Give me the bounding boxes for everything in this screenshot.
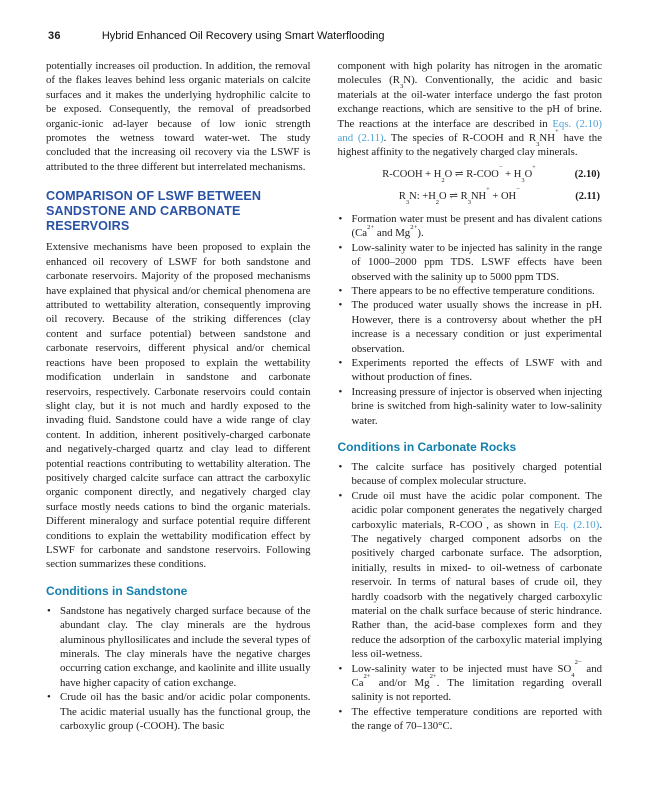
subscript: 3	[405, 198, 410, 206]
bullet-item: • Sandstone has negatively charged surface because of the abundant clay. The clay minerals are the hydrous aluminous phyllosilicates and include the several types of minerals. The clay minerals have the negative charges occurring cation exchange, and kaolinite and illite usually have higher capacity of cation exchange.	[46, 604, 311, 690]
running-title: Hybrid Enhanced Oil Recovery using Smart Waterflooding	[101, 30, 385, 42]
equation-reference-link[interactable]: Eq. (2.10)	[553, 518, 600, 531]
subscript: 4	[571, 671, 575, 679]
bullet-item: • Low-salinity water to be injected has salinity in the range of 1000–2000 ppm TDS. LSWF effects have been observed with the salinity up to 5000 ppm TDS.	[338, 241, 603, 284]
bullet-list	[46, 604, 311, 734]
bullet-list	[338, 212, 603, 428]
subsection-heading: Conditions in Carbonate Rocks	[337, 439, 517, 454]
superscript: −	[482, 515, 487, 523]
subscript: 3	[467, 198, 471, 206]
bullet-item: • Crude oil must have the acidic polar component. The acidic polar component generates the negatively charged carboxylic materials, R-COO−, as shown in Eq. (2.10). The negatively charged component adsorbs on the positively charged carbonate surface. The adsorption, initially, results in mixed- to oil-wetness of carbonate reservoir. In terms of natural bases of crude oil, they hardly coadsorb with the negatively charged carboxylic material on the chalk surface because of steric hindrance. Rather than, the acid-base complexes form and they reduce the adsorption of the carboxylic material implying less oil-wetness.	[338, 489, 603, 662]
left-column	[46, 59, 311, 734]
bullet-list	[338, 460, 603, 734]
equation-body: R-COOH + $H_2O$ ⇌ $R-COO^- + H_3O^+$	[382, 164, 536, 184]
superscript: 2−	[574, 659, 582, 667]
equation-body: $R_3N$: $+H_2O$ ⇌ $R_3NH^+ + OH^-$	[398, 186, 520, 206]
subscript: 3	[536, 140, 540, 148]
subscript: 2	[435, 198, 440, 206]
bullet-item: • The produced water usually shows the increase in pH. However, there is a controversy about whether the pH increase is a necessary condition or just experimental observation.	[338, 298, 603, 356]
superscript: +	[486, 186, 490, 194]
bullet-item: • Increasing pressure of injector is observed when injecting brine is switched from high-salinity water to low-salinity water.	[338, 385, 603, 428]
superscript: −	[498, 164, 503, 172]
right-column	[338, 59, 603, 734]
equation	[338, 186, 603, 206]
page-header	[48, 30, 602, 42]
superscript: +	[532, 164, 536, 172]
equation-number: (2.11)	[575, 190, 600, 202]
two-column-layout	[46, 59, 602, 734]
bullet-item: • The effective temperature conditions are reported with the range of 70–130°C.	[338, 705, 603, 734]
superscript: 2+	[429, 673, 437, 681]
page-number: 36	[48, 30, 61, 42]
equation-number: (2.10)	[574, 168, 600, 180]
paragraph: component with high polarity has nitrogen in the aromatic molecules $(R_3N)$. Conventionally, the acidic and basic materials at the oil-water interface undergo the fast proton exchange reactions, which are sensitive to the pH of brine. The reactions at the interface are described in Eqs. (2.10) and (2.11). The species of R-COOH and $R_3NH^+$ have the highest affinity to the negatively charged clay minerals.	[337, 60, 602, 159]
subscript: 3	[521, 176, 525, 184]
bullet-item: • There appears to be no effective temperature conditions.	[338, 284, 603, 298]
bullet-item: • Experiments reported the effects of LSWF with and without production of fines.	[338, 356, 603, 385]
paragraph: Extensive mechanisms have been proposed to explain the enhanced oil recovery of LSWF for both sandstone and carbonate reservoirs. Majority of the proposed mechanisms have explained that physical and/or chemical phenomena are attributed to wettability alteration, consequently improving oil recovery. Because of the striking differences (clay content and surface potential) between sandstone and carbonate reservoirs, different physical and/or chemical reactions have been proposed to explain the wettability modification underlain in sandstone and carbonate reservoirs, respectively. Carbonate reservoirs could contain slight clay, but it is not much and hardly exposed to the invading fluid. Sandstone could have a wide range of clay content. In addition, inherent positively-charged carbonate and negatively-charged quartz and clay lead to different potential reactions contributing to wettability alteration. The positively charged calcite surface can attract the carboxylic organic component directly, and negatively charged clay surface mostly needs cations to bind the organic materials. Different mineralogy and surface potential require different conditions to explain the wettability modification effect by LSWF for carbonate and sandstone reservoirs. Following section summarizes these conditions.	[46, 241, 311, 571]
superscript: 2+	[363, 673, 371, 681]
bullet-item: • Low-salinity water to be injected must have $SO_4^{2-}$ and $Ca^{2+}$ and/or $Mg^{2+}$. The limitation regarding overall salinity is not reported.	[338, 662, 603, 705]
superscript: −	[516, 186, 520, 194]
subscript: 3	[399, 83, 404, 91]
section-heading: COMPARISON OF LSWF BETWEEN SANDSTONE AND CARBONATE RESERVOIRS	[46, 189, 262, 233]
equation	[338, 164, 603, 184]
bullet-item: • The calcite surface has positively charged potential because of complex molecular structure.	[338, 460, 603, 489]
paragraph: potentially increases oil production. In addition, the removal of the flakes leaves behind less organic materials on calcite surfaces and it makes the underlying hydrophilic calcite to be exposed. Consequently, the removal of preadsorbed organic-ionic ad-layer because of low ionic strength promotes the wetness toward water-wet. The study concluded that the increasing oil recovery via the LSWF is attributed to the three different but interrelated mechanisms.	[46, 60, 311, 173]
superscript: +	[555, 128, 559, 136]
subscript: 2	[441, 176, 445, 184]
superscript: 2+	[410, 223, 418, 231]
superscript: 2+	[367, 223, 375, 231]
subsection-heading: Conditions in Sandstone	[46, 583, 188, 598]
equation-reference-link[interactable]: Eqs. (2.10) and (2.11)	[337, 117, 602, 145]
bullet-item: • Crude oil has the basic and/or acidic polar components. The acidic material usually has the functional group, the carboxylic group (-COOH). The basic	[46, 690, 311, 733]
bullet-item: • Formation water must be present and has divalent cations ($Ca^{2+}$ and $Mg^{2+}$).	[338, 212, 603, 241]
